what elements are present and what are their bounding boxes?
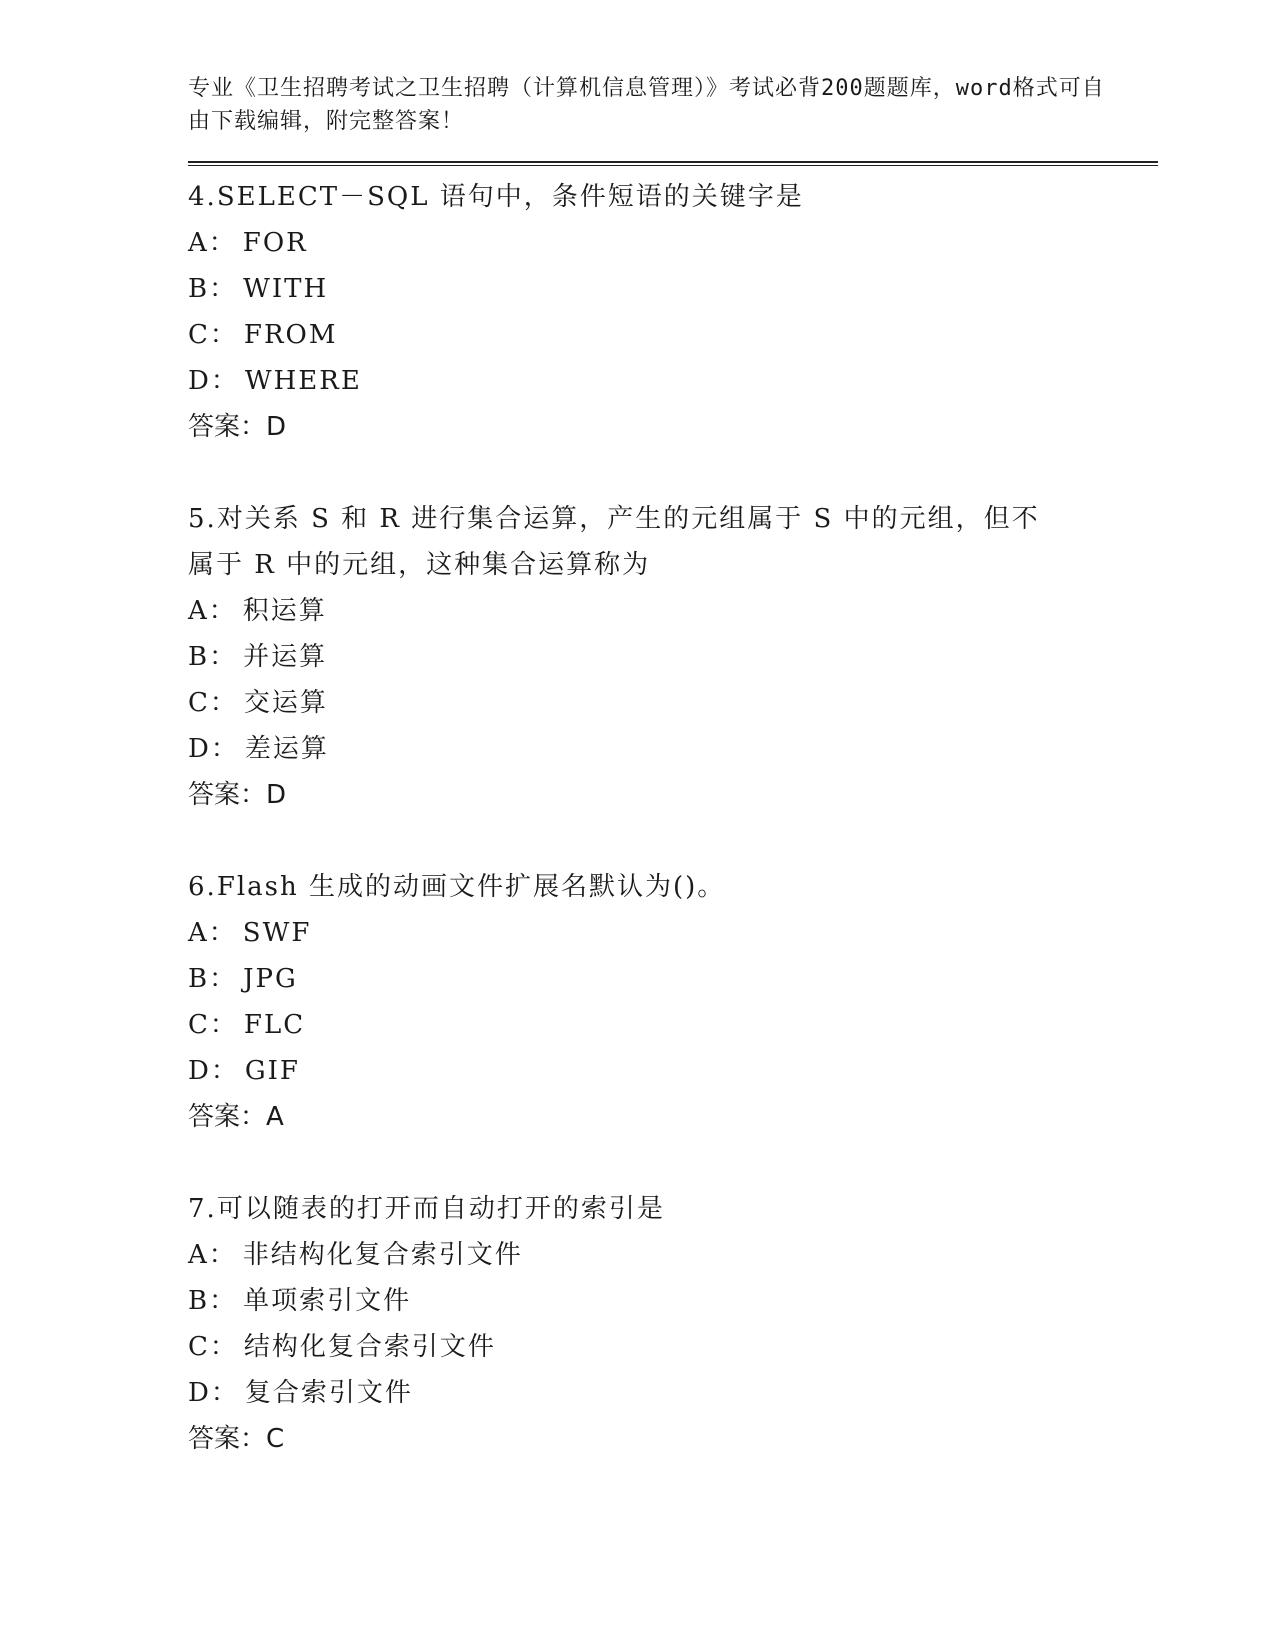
option-label: C： [188,1332,238,1362]
option-label: A： [188,1240,237,1270]
option-c [188,312,1148,358]
option-a [188,910,1148,956]
answer-line: 答案：A [188,1102,284,1132]
question-stem: SELECT－SQL 语句中，条件短语的关键字是 [216,182,804,212]
option-text: GIF [244,1056,300,1086]
document-page [188,72,1148,1508]
option-label: D： [188,1378,239,1408]
option-label: D： [188,366,239,396]
option-d [188,726,1148,772]
question-item [188,174,1148,450]
option-d [188,1048,1148,1094]
option-label: B： [188,274,238,304]
option-a [188,1232,1148,1278]
question-stem: 可以随表的打开而自动打开的索引是 [216,1194,665,1224]
option-text: 单项索引文件 [243,1286,412,1316]
option-text: FROM [243,320,338,350]
option-text: FOR [242,228,308,258]
option-label: C： [188,688,238,718]
option-text: JPG [243,964,298,994]
option-b [188,1278,1148,1324]
option-c [188,1324,1148,1370]
option-text: 非结构化复合索引文件 [242,1240,523,1270]
option-label: D： [188,1056,239,1086]
option-label: D： [188,734,239,764]
option-text: WHERE [244,366,362,396]
question-number: 4. [188,182,217,212]
option-label: B： [188,1286,238,1316]
option-label: A： [188,596,237,626]
option-label: A： [188,228,237,258]
option-text: 并运算 [243,642,328,672]
question-text [188,174,1048,220]
option-text: FLC [243,1010,306,1040]
option-text: WITH [243,274,329,304]
option-b [188,266,1148,312]
option-text: SWF [242,918,312,948]
option-b [188,956,1148,1002]
option-b [188,634,1148,680]
option-text: 差运算 [244,734,329,764]
option-label: B： [188,964,238,994]
question-item [188,1186,1148,1462]
question-text [188,864,1048,910]
question-item [188,864,1148,1140]
question-text [188,1186,1048,1232]
question-item [188,496,1148,818]
document-header: 专业《卫生招聘考试之卫生招聘（计算机信息管理）》考试必背200题题库，word格式可自由下载编辑，附完整答案！ [188,76,1105,134]
question-list [188,174,1148,1462]
option-text: 结构化复合索引文件 [243,1332,496,1362]
option-label: B： [188,642,238,672]
option-d [188,1370,1148,1416]
question-text [188,496,1048,588]
option-text: 交运算 [243,688,328,718]
option-d [188,358,1148,404]
question-stem: 对关系 S 和 R 进行集合运算，产生的元组属于 S 中的元组，但不属于 R 中的元组，这种集合运算称为 [188,504,1040,580]
answer-line: 答案：D [188,780,287,810]
option-text: 积运算 [242,596,327,626]
option-c [188,680,1148,726]
question-number: 5. [188,504,217,534]
question-number: 6. [188,872,217,902]
header-divider [188,161,1158,166]
question-number: 7. [188,1194,217,1224]
option-label: C： [188,1010,238,1040]
question-stem: Flash 生成的动画文件扩展名默认为()。 [216,872,726,902]
option-text: 复合索引文件 [244,1378,413,1408]
option-a [188,588,1148,634]
option-label: C： [188,320,238,350]
answer-line: 答案：D [188,412,287,442]
option-label: A： [188,918,237,948]
option-a [188,220,1148,266]
option-c [188,1002,1148,1048]
answer-line: 答案：C [188,1424,285,1454]
